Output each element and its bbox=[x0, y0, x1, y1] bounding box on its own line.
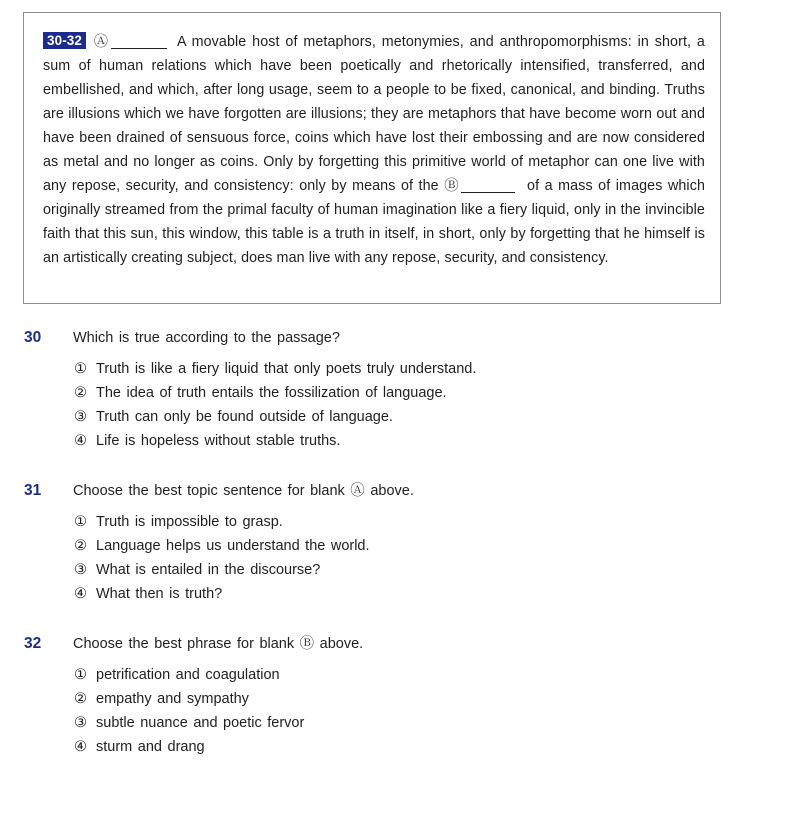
option-3[interactable] bbox=[74, 405, 476, 429]
option-marker: ④ bbox=[74, 586, 87, 602]
blank-a-marker: Ⓐ bbox=[92, 34, 110, 50]
option-text: petrification and coagulation bbox=[96, 667, 280, 683]
option-text: What then is truth? bbox=[96, 586, 223, 602]
option-text: Truth is like a fiery liquid that only poets truly understand. bbox=[96, 361, 477, 377]
question-prompt: Choose the best phrase for blank Ⓑ above. bbox=[73, 636, 364, 652]
option-3[interactable] bbox=[74, 558, 370, 582]
option-2[interactable] bbox=[74, 687, 304, 711]
question-prompt: Choose the best topic sentence for blank Ⓐ above. bbox=[73, 483, 414, 499]
option-3[interactable] bbox=[74, 711, 304, 735]
option-marker: ② bbox=[74, 538, 87, 554]
option-marker: ② bbox=[74, 691, 87, 707]
option-marker: ① bbox=[74, 667, 87, 683]
option-1[interactable] bbox=[74, 357, 476, 381]
option-1[interactable] bbox=[74, 663, 304, 687]
passage-text-part-1: A movable host of metaphors, metonymies, and anthropomorphisms: in short, a sum of human relations which have been poetically and rhetorically intensified, transferred, and embellished, and which, after long usage, seem to a people to be fixed, canonical, and binding. Truths are illusions which we have forgotten are illusions; they are metaphors that have become worn out and have been drained of sensuous force, coins which have lost their embossing and are now considered as metal and no longer as coins. Only by forgetting this primitive world of metaphor can one live with any repose, security, and consistency: only by means of the bbox=[43, 34, 705, 194]
blank-b-marker: Ⓑ bbox=[444, 178, 461, 194]
question-prompt: Which is true according to the passage? bbox=[73, 330, 340, 346]
passage-box bbox=[23, 12, 721, 304]
option-marker: ④ bbox=[74, 739, 87, 755]
passage-text bbox=[43, 30, 705, 270]
question-range-badge: 30-32 bbox=[43, 32, 86, 49]
option-4[interactable] bbox=[74, 429, 476, 453]
option-2[interactable] bbox=[74, 381, 476, 405]
option-list bbox=[74, 357, 476, 453]
option-list bbox=[74, 663, 304, 759]
option-text: sturm and drang bbox=[96, 739, 205, 755]
option-text: subtle nuance and poetic fervor bbox=[96, 715, 305, 731]
option-2[interactable] bbox=[74, 534, 370, 558]
option-text: Truth can only be found outside of language. bbox=[96, 409, 393, 425]
option-text: Life is hopeless without stable truths. bbox=[96, 433, 341, 449]
blank-a-line bbox=[111, 34, 167, 49]
question-number: 32 bbox=[24, 635, 42, 652]
option-1[interactable] bbox=[74, 510, 370, 534]
blank-b-line bbox=[461, 178, 515, 193]
option-4[interactable] bbox=[74, 582, 370, 606]
option-text: Truth is impossible to grasp. bbox=[96, 514, 283, 530]
question-number: 31 bbox=[24, 482, 42, 499]
option-4[interactable] bbox=[74, 735, 304, 759]
option-marker: ① bbox=[74, 514, 87, 530]
option-marker: ① bbox=[74, 361, 87, 377]
option-text: empathy and sympathy bbox=[96, 691, 249, 707]
option-text: What is entailed in the discourse? bbox=[96, 562, 321, 578]
option-marker: ④ bbox=[74, 433, 87, 449]
option-marker: ③ bbox=[74, 715, 87, 731]
option-list bbox=[74, 510, 370, 606]
option-marker: ③ bbox=[74, 409, 87, 425]
option-text: Language helps us understand the world. bbox=[96, 538, 370, 554]
passage-text-part-2: of a mass of images which originally streamed from the primal faculty of human imagination like a fiery liquid, only in the invincible faith that this sun, this window, this table is a truth in itself, in short, only by forgetting that he himself is an artistically creating subject, does man live with any repose, security, and consistency. bbox=[43, 178, 705, 266]
question-number: 30 bbox=[24, 329, 42, 346]
option-text: The idea of truth entails the fossilization of language. bbox=[96, 385, 447, 401]
option-marker: ② bbox=[74, 385, 87, 401]
option-marker: ③ bbox=[74, 562, 87, 578]
